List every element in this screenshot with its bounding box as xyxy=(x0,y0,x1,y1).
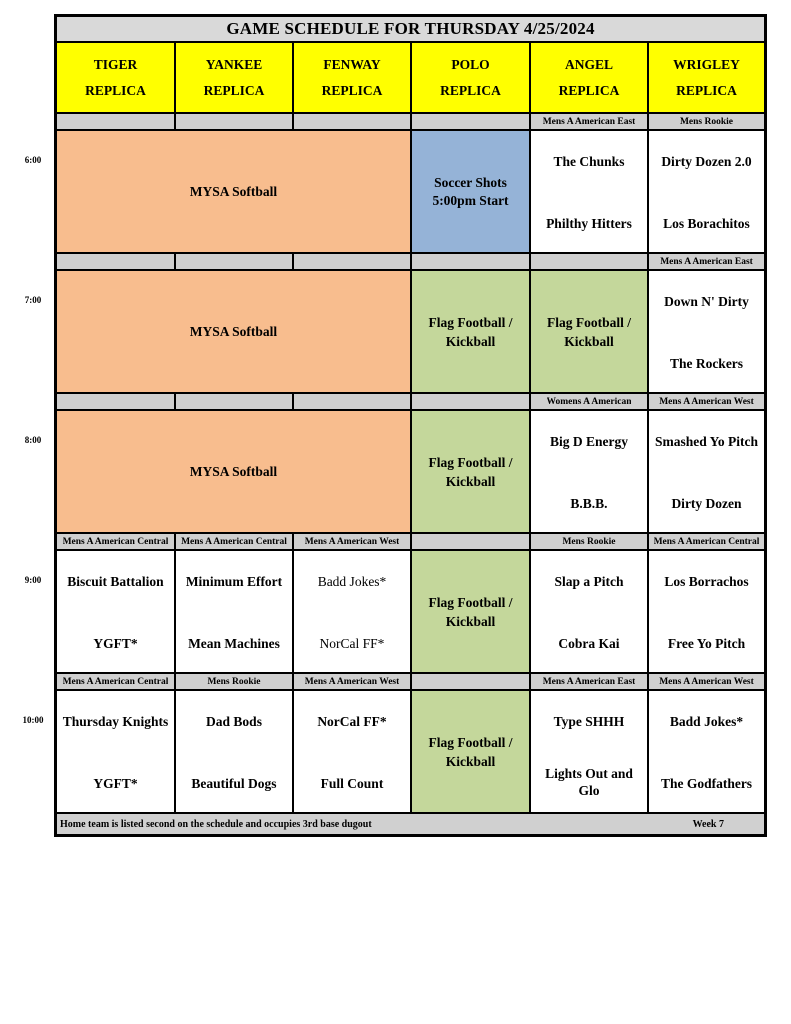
flag-football-block xyxy=(530,270,648,393)
team-away: Dirty Dozen xyxy=(671,496,742,511)
team-home: Thursday Knights xyxy=(62,714,169,729)
division-band xyxy=(293,393,411,410)
team-away: B.B.B. xyxy=(570,496,608,511)
division-band xyxy=(411,253,530,270)
soccer-shots-block xyxy=(411,130,530,253)
field-sub: REPLICA xyxy=(676,82,737,98)
event-label: Kickball xyxy=(445,473,496,489)
division-band xyxy=(56,393,175,410)
division-band: Mens A American Central xyxy=(56,673,175,690)
division-band xyxy=(411,393,530,410)
team-home: Biscuit Battalion xyxy=(67,574,164,589)
event-label: MYSA Softball xyxy=(189,463,278,479)
field-sub: REPLICA xyxy=(440,82,501,98)
team-away: Mean Machines xyxy=(188,636,280,651)
division-band xyxy=(530,253,648,270)
field-name: POLO xyxy=(451,56,490,72)
team-away: The Godfathers xyxy=(660,776,753,791)
division-band: Mens A American West xyxy=(648,393,765,410)
game-cell xyxy=(648,270,765,393)
game-cell xyxy=(56,550,175,673)
time-label: 6:00 xyxy=(24,155,42,165)
team-away: The Rockers xyxy=(669,356,744,371)
event-label: 5:00pm Start xyxy=(432,192,509,208)
event-label: MYSA Softball xyxy=(189,183,278,199)
schedule-table xyxy=(54,14,767,837)
team-home: Dad Bods xyxy=(206,714,262,729)
time-label: 7:00 xyxy=(24,295,42,305)
division-band xyxy=(56,253,175,270)
team-home: Dirty Dozen 2.0 xyxy=(661,154,752,169)
field-sub: REPLICA xyxy=(85,82,146,98)
team-away: Cobra Kai xyxy=(558,636,620,651)
field-header-wrigley xyxy=(648,42,765,113)
team-home: Smashed Yo Pitch xyxy=(654,434,758,449)
division-band: Mens Rookie xyxy=(175,673,293,690)
event-label: Flag Football / xyxy=(428,454,513,470)
field-name: FENWAY xyxy=(323,56,381,72)
division-band: Mens A American West xyxy=(293,533,411,550)
division-band: Mens A American Central xyxy=(648,533,765,550)
game-cell xyxy=(648,690,765,813)
field-name: WRIGLEY xyxy=(673,56,740,72)
time-label: 10:00 xyxy=(22,715,44,725)
team-home: Big D Energy xyxy=(549,434,628,449)
division-band: Mens Rookie xyxy=(530,533,648,550)
division-band: Mens A American East xyxy=(648,253,765,270)
event-label: Flag Football / xyxy=(428,314,513,330)
event-label: Kickball xyxy=(445,613,496,629)
field-header-angel xyxy=(530,42,648,113)
field-name: ANGEL xyxy=(564,56,613,72)
mysa-softball-block xyxy=(56,410,411,533)
event-label: Flag Football / xyxy=(428,594,513,610)
team-home: Down N' Dirty xyxy=(664,294,749,309)
division-band xyxy=(175,113,293,130)
event-label: Soccer Shots xyxy=(434,174,507,190)
game-cell xyxy=(175,550,293,673)
team-home: Badd Jokes* xyxy=(669,714,744,729)
division-band xyxy=(411,673,530,690)
event-label: Kickball xyxy=(445,333,496,349)
game-cell xyxy=(293,550,411,673)
division-band: Womens A American xyxy=(530,393,648,410)
flag-football-block xyxy=(411,270,530,393)
team-home: Badd Jokes* xyxy=(317,574,387,589)
division-band: Mens A American East xyxy=(530,113,648,130)
game-cell xyxy=(648,130,765,253)
field-sub: REPLICA xyxy=(203,82,265,98)
division-band: Mens A American Central xyxy=(175,533,293,550)
week-label: Week 7 xyxy=(692,818,724,830)
team-away: YGFT* xyxy=(93,776,138,791)
team-home: Type SHHH xyxy=(553,714,625,729)
field-header-yankee xyxy=(175,42,293,113)
event-label: Kickball xyxy=(445,753,496,769)
team-away: NorCal FF* xyxy=(319,636,385,651)
division-band xyxy=(175,253,293,270)
event-label: MYSA Softball xyxy=(189,323,278,339)
field-name: YANKEE xyxy=(205,56,263,72)
team-home: Minimum Effort xyxy=(185,574,283,589)
division-band: Mens A American East xyxy=(530,673,648,690)
division-band: Mens A American West xyxy=(648,673,765,690)
team-home: The Chunks xyxy=(553,154,625,169)
division-band xyxy=(411,533,530,550)
flag-football-block xyxy=(411,410,530,533)
division-band: Mens A American West xyxy=(293,673,411,690)
division-band xyxy=(175,393,293,410)
division-band xyxy=(56,113,175,130)
field-name: TIGER xyxy=(93,56,138,72)
field-sub: REPLICA xyxy=(321,82,383,98)
page-title: GAME SCHEDULE FOR THURSDAY 4/25/2024 xyxy=(56,16,765,42)
division-band xyxy=(293,253,411,270)
game-cell xyxy=(530,410,648,533)
division-band xyxy=(411,113,530,130)
event-label: Flag Football / xyxy=(547,314,631,330)
team-away: YGFT* xyxy=(93,636,138,651)
field-header-tiger xyxy=(56,42,175,113)
game-cell xyxy=(648,410,765,533)
team-away: Free Yo Pitch xyxy=(667,636,746,651)
division-band xyxy=(293,113,411,130)
team-away: Beautiful Dogs xyxy=(191,776,277,791)
game-cell xyxy=(56,690,175,813)
game-cell xyxy=(175,690,293,813)
game-cell xyxy=(530,690,648,813)
division-band: Mens Rookie xyxy=(648,113,765,130)
team-away: Los Borachitos xyxy=(663,216,750,231)
game-cell xyxy=(530,550,648,673)
mysa-softball-block xyxy=(56,270,411,393)
mysa-softball-block xyxy=(56,130,411,253)
field-sub: REPLICA xyxy=(558,82,620,98)
game-cell xyxy=(293,690,411,813)
team-home: NorCal FF* xyxy=(317,714,387,729)
field-header-fenway xyxy=(293,42,411,113)
team-away: Full Count xyxy=(320,776,384,791)
footer-note: Home team is listed second on the schedule and occupies 3rd base dugout xyxy=(60,818,372,830)
time-label: 8:00 xyxy=(24,435,42,445)
team-away: Lights Out and Glo xyxy=(545,766,633,798)
team-home: Slap a Pitch xyxy=(554,574,624,589)
game-cell xyxy=(648,550,765,673)
flag-football-block xyxy=(411,550,530,673)
event-label: Flag Football / xyxy=(428,734,513,750)
game-cell xyxy=(530,130,648,253)
field-header-polo xyxy=(411,42,530,113)
time-label: 9:00 xyxy=(24,575,42,585)
flag-football-block xyxy=(411,690,530,813)
footer-bar xyxy=(56,813,765,835)
team-away: Philthy Hitters xyxy=(546,216,632,231)
team-home: Los Borrachos xyxy=(664,574,749,589)
event-label: Kickball xyxy=(564,333,614,349)
division-band: Mens A American Central xyxy=(56,533,175,550)
